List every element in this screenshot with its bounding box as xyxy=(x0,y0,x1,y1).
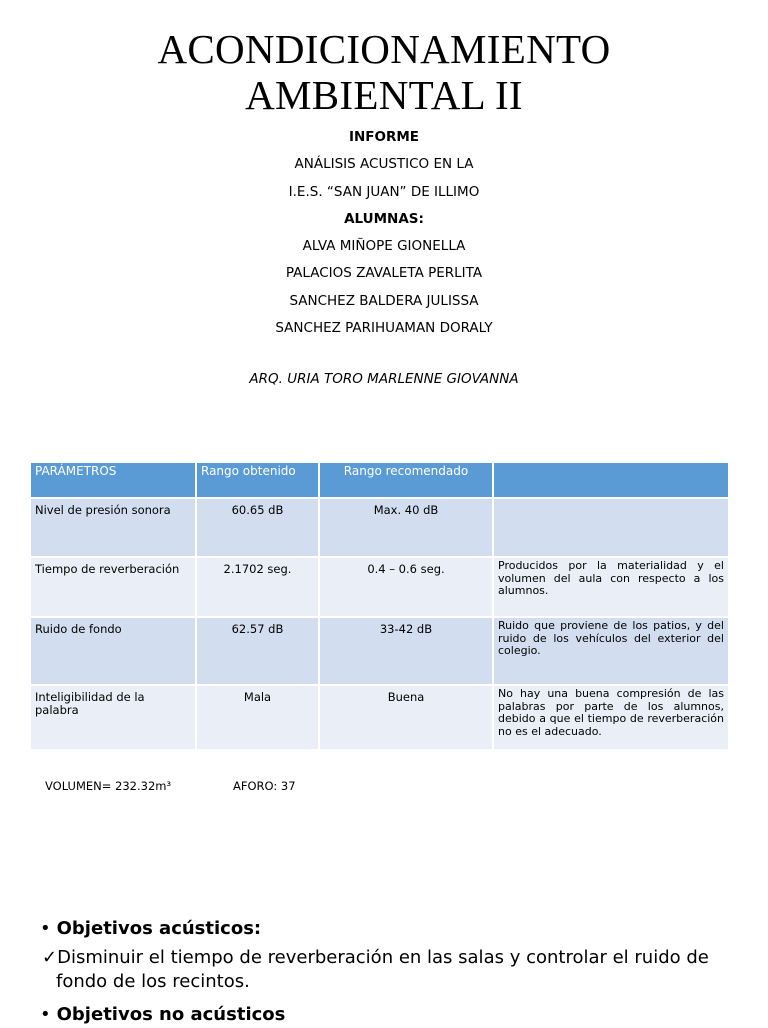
cell-recommended: 33-42 dB xyxy=(319,617,493,685)
cell-obtained: 2.1702 seg. xyxy=(196,557,319,617)
cell-recommended: 0.4 – 0.6 seg. xyxy=(319,557,493,617)
title-line-2: AMBIENTAL II xyxy=(245,72,523,118)
header-obtained: Rango obtenido xyxy=(196,463,319,498)
student-name: ALVA MIÑOPE GIONELLA xyxy=(302,238,466,255)
report-label: INFORME xyxy=(348,129,420,145)
header-parameters: PARÁMETROS xyxy=(31,463,196,498)
student-name: SANCHEZ BALDERA JULISSA xyxy=(289,292,479,309)
capacity-value: AFORO: 37 xyxy=(233,779,296,793)
table-row xyxy=(31,685,729,750)
cell-parameter: Nivel de presión sonora xyxy=(31,498,196,557)
cell-note xyxy=(493,498,729,557)
cell-parameter: Inteligibilidad de la palabra xyxy=(31,685,196,750)
cell-obtained: 62.57 dB xyxy=(196,617,319,685)
non-acoustic-objectives-heading xyxy=(40,1002,740,1028)
header-notes xyxy=(493,463,729,498)
student-name: SANCHEZ PARIHUAMAN DORALY xyxy=(275,320,493,337)
students-label: ALUMNAS: xyxy=(344,210,424,227)
cell-obtained: 60.65 dB xyxy=(196,498,319,557)
acoustic-objective-item: ✓Disminuir el tiempo de reverberación en las salas y controlar el ruido de fondo de los recintos. xyxy=(42,947,709,992)
report-info xyxy=(0,124,768,342)
objectives-section xyxy=(40,916,740,1028)
student-name: PALACIOS ZAVALETA PERLITA xyxy=(285,265,483,282)
title-line-1: ACONDICIONAMIENTO xyxy=(157,26,611,72)
table-header-row xyxy=(31,463,729,498)
cell-note: No hay una buena compresión de las palabras por parte de los alumnos, debido a que el tiempo de reverberación no es el adecuado. xyxy=(493,685,729,750)
bullet-icon: • xyxy=(40,1004,51,1025)
volume-value: VOLUMEN= 232.32m³ xyxy=(45,779,172,793)
subject-line-2: I.E.S. “SAN JUAN” DE ILLIMO xyxy=(288,183,480,200)
advisor-name: ARQ. URIA TORO MARLENNE GIOVANNA xyxy=(249,371,519,387)
acoustic-objectives-heading xyxy=(40,916,740,942)
cell-parameter: Tiempo de reverberación xyxy=(31,557,196,617)
cell-parameter: Ruido de fondo xyxy=(31,617,196,685)
non-acoustic-objectives-label: Objetivos no acústicos xyxy=(56,1004,286,1025)
table-row xyxy=(31,617,729,685)
cell-note: Ruido que proviene de los patios, y del ruido de los vehículos del exterior del colegio. xyxy=(493,617,729,685)
table-row xyxy=(31,498,729,557)
cell-obtained: Mala xyxy=(196,685,319,750)
acoustic-objectives-label: Objetivos acústicos: xyxy=(56,918,262,939)
document-title xyxy=(0,26,768,118)
header-recommended: Rango recomendado xyxy=(319,463,493,498)
cell-recommended: Max. 40 dB xyxy=(319,498,493,557)
bullet-icon: • xyxy=(40,918,51,939)
cell-note: Producidos por la materialidad y el volumen del aula con respecto a los alumnos. xyxy=(493,557,729,617)
acoustic-parameters-table xyxy=(31,463,730,751)
table-row xyxy=(31,557,729,617)
subject-line-1: ANÁLISIS ACUSTICO EN LA xyxy=(294,156,474,173)
cell-recommended: Buena xyxy=(319,685,493,750)
